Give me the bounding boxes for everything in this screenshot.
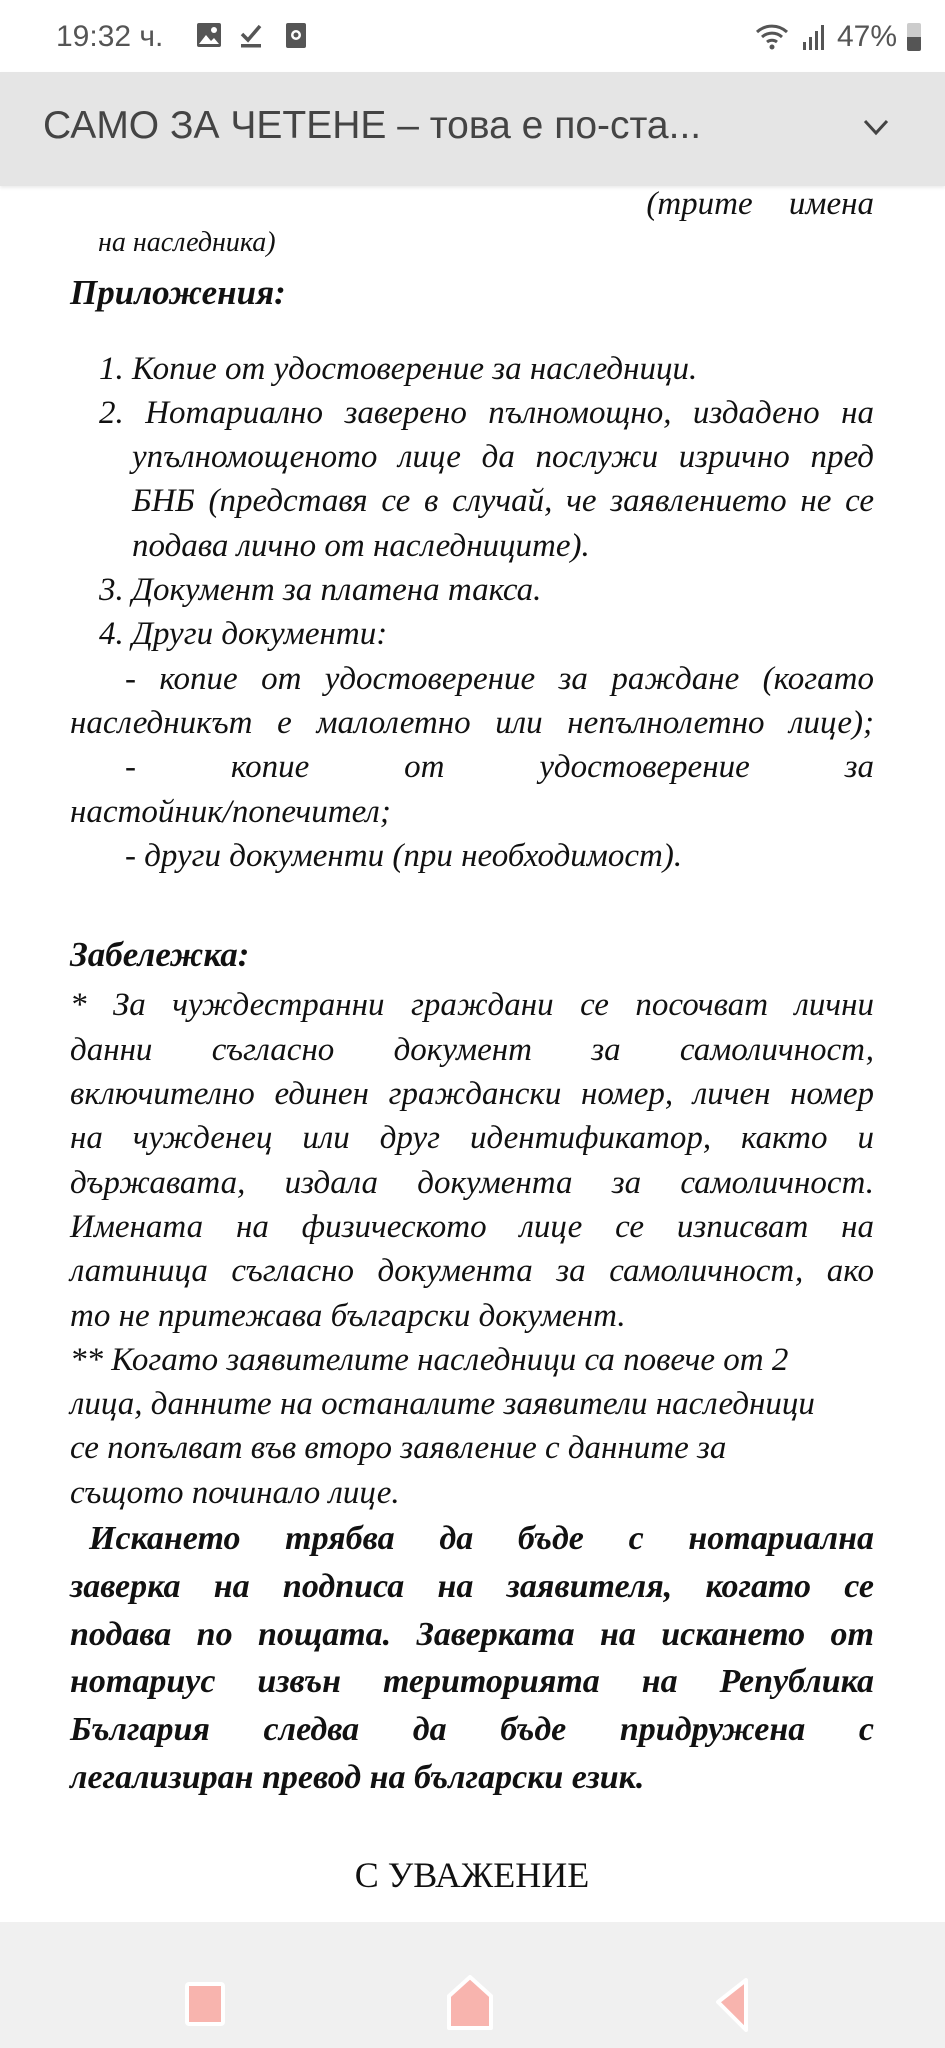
signal-icon — [801, 22, 827, 52]
note-line: ** Когато заявителите наследници са повече от 2 — [70, 1341, 789, 1378]
note-line: държавата, издала документа за самоличност. — [70, 1164, 874, 1201]
bold-line: нотариус извън територията на Република — [70, 1663, 874, 1701]
note-text — [70, 983, 874, 1515]
bold-line: подава по пощата. Заверката на искането от — [70, 1615, 874, 1653]
battery-percent: 47% — [836, 20, 897, 53]
list-item-cont: БНБ (представя се в случай, че заявлението не се — [132, 483, 874, 520]
list-subitem-cont: настойник/попечител; — [70, 793, 391, 830]
status-time: 19:32 ч. — [56, 20, 164, 53]
list-subitem: - други документи (при необходимост). — [125, 837, 683, 874]
note-line: същото починало лице. — [70, 1474, 400, 1511]
attachments-title: Приложения: — [70, 273, 286, 313]
chevron-down-icon[interactable] — [859, 110, 893, 144]
note-line: включително единен граждански номер, личен номер — [70, 1076, 874, 1113]
note-line: на чужденец или друг идентификатор, както и — [70, 1120, 874, 1157]
document-title: САМО ЗА ЧЕТЕНЕ – това е по-ста... — [43, 104, 702, 147]
note-line: данни съгласно документ за самоличност, — [70, 1031, 874, 1068]
list-item-cont: подава лично от наследниците). — [132, 527, 590, 564]
list-item: 3. Документ за платена такса. — [99, 572, 542, 609]
note-line: * За чуждестранни граждани се посочват лични — [70, 987, 874, 1024]
recent-apps-icon[interactable] — [183, 1980, 227, 2030]
document-body — [70, 186, 874, 1897]
notarial-requirement — [70, 1515, 874, 1802]
list-item: 4. Други документи: — [99, 616, 388, 653]
text-line: на наследника) — [98, 227, 276, 258]
bold-line: Искането трябва да бъде с нотариална — [89, 1520, 874, 1558]
back-icon[interactable] — [712, 1976, 752, 2034]
text-line: (трите имена — [646, 186, 874, 222]
battery-icon — [907, 23, 921, 51]
status-bar — [0, 0, 945, 72]
note-line: лица, данните на останалите заявители наследници — [70, 1386, 815, 1423]
list-subitem: - копие от удостоверение за раждане (когато — [125, 660, 874, 697]
status-right — [755, 20, 921, 54]
download-done-icon — [238, 22, 264, 48]
closing-regards: С УВАЖЕНИЕ — [354, 1854, 590, 1895]
list-item: 1. Копие от удостоверение за наследници. — [99, 350, 698, 387]
document-header — [0, 72, 945, 186]
home-icon[interactable] — [445, 1974, 495, 2034]
wifi-icon — [755, 22, 791, 52]
image-icon — [196, 22, 222, 48]
note-line: се попълват във второ заявление с данните за — [70, 1430, 727, 1467]
list-item-cont: упълномощеното лице да послужи изрично пред — [132, 439, 874, 476]
list-subitem: - копие от удостоверение за — [125, 749, 874, 786]
bold-line: легализиран превод на български език. — [70, 1759, 645, 1796]
note-line: Имената на физическото лице се изписват на — [70, 1208, 874, 1245]
attachments-list — [70, 347, 874, 879]
note-title: Забележка: — [70, 935, 250, 975]
bold-line: заверка на подписа на заявителя, когато се — [70, 1567, 874, 1605]
navigation-bar — [0, 1922, 945, 2048]
list-subitem-cont: наследникът е малолетно или непълнолетно лице); — [70, 704, 874, 741]
note-line: то не притежава български документ. — [70, 1297, 626, 1334]
list-item: 2. Нотариално заверено пълномощно, издадено на — [99, 394, 874, 431]
note-line: латиница съгласно документа за самоличност, ако — [70, 1253, 874, 1290]
bold-line: България следва да бъде придружена с — [70, 1711, 874, 1749]
screen-record-icon — [283, 22, 309, 48]
